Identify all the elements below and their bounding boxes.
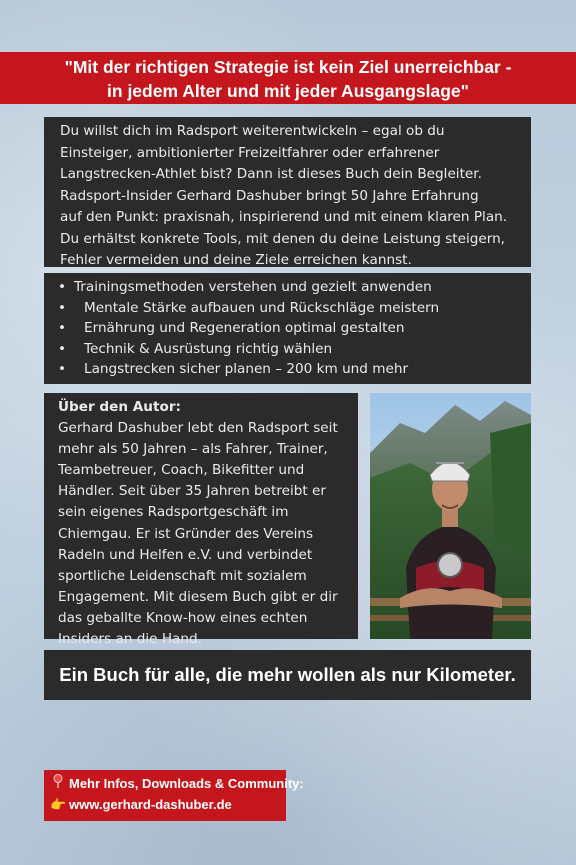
intro-line: Radsport-Insider Gerhard Dashuber bringt 50 Jahre Erfahrung [60,187,479,204]
intro-line: Fehler vermeiden und deine Ziele erreichen kannst. [60,252,412,268]
intro-panel [44,117,531,267]
footer-info-row [50,773,304,794]
author-bio-line: Händler. Seit über 35 Jahren betreibt er [58,483,327,500]
intro-line: Du erhältst konkrete Tools, mit denen du deine Leistung steigern, [60,230,506,247]
footer-info-text: Mehr Infos, Downloads & Community: [69,776,304,791]
author-bio-line: Gerhard Dashuber lebt den Radsport seit [58,420,338,437]
author-bio-line: das geballte Know-how eines echten [58,609,308,626]
intro-line: Einsteiger, ambitionierter Freizeitfahrer oder erfahrener [60,144,440,161]
author-bio-line: mehr als 50 Jahren – als Fahrer, Trainer, [58,441,328,458]
tagline: Ein Buch für alle, die mehr wollen als nur Kilometer. [59,664,516,685]
feature-item: • Trainingsmethoden verstehen und gezielt anwenden [54,277,523,298]
author-bio-line: sein eigenes Radsportgeschäft im [58,504,289,521]
author-photo [370,393,531,639]
author-bio-line: Chiemgau. Er ist Gründer des Vereins [58,525,314,542]
author-panel [44,393,358,648]
feature-list-panel [44,273,531,384]
pin-icon [50,773,66,794]
author-heading: Über den Autor: [58,399,181,415]
feature-item: • Technik & Ausrüstung richtig wählen [54,339,523,360]
feature-item: • Langstrecken sicher planen – 200 km und mehr [54,359,523,380]
author-bio-line: Insiders an die Hand. [58,631,202,648]
feature-item: • Ernährung und Regeneration optimal gestalten [54,318,523,339]
author-bio-line: sportliche Leidenschaft mit sozialem [58,567,307,584]
website-link[interactable]: www.gerhard-dashuber.de [69,797,232,812]
intro-line: auf den Punkt: praxisnah, inspirierend und mit einem klaren Plan. [60,209,508,225]
intro-line: Du willst dich im Radsport weiterentwickeln – egal ob du [60,123,445,139]
info-footer [44,770,304,821]
quote-line-1: "Mit der richtigen Strategie ist kein Ziel unerreichbar - [64,57,512,77]
intro-line: Langstrecken-Athlet bist? Dann ist dieses Buch dein Begleiter. [60,166,482,182]
quote-line-2: in jedem Alter und mit jeder Ausgangslage" [107,81,469,101]
author-bio-line: Engagement. Mit diesem Buch gibt er dir [58,588,338,605]
author-bio-line: Radeln und Helfen e.V. und verbindet [58,546,313,563]
quote-banner [0,52,576,104]
footer-link-row[interactable] [50,794,280,815]
pointing-hand-icon: 👉 [50,797,67,812]
tagline-panel [44,650,531,700]
feature-item: • Mentale Stärke aufbauen und Rückschläge meistern [54,298,523,319]
feature-list [54,277,523,380]
author-bio-line: Teambetreuer, Coach, Bikefitter und [58,462,305,479]
